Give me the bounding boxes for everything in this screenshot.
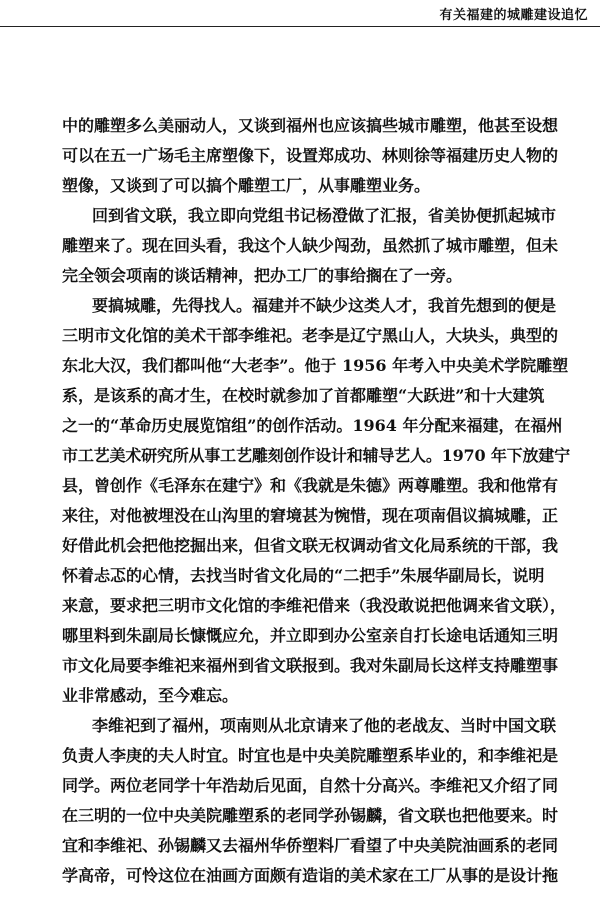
text-line: 雕塑来了。现在回头看，我这个人缺少闯劲，虽然抓了城市雕塑，但未: [62, 236, 559, 255]
body-text: [62, 111, 570, 891]
header-rule: [0, 26, 600, 27]
text-line: 市工艺美术研究所从事工艺雕刻创作设计和辅导艺人。1970 年下放建宁: [62, 446, 570, 465]
text-line: 要搞城雕，先得找人。福建并不缺少这类人才，我首先想到的便是: [92, 296, 557, 315]
text-line: 东北大汉，我们都叫他“大老李”。他于 1956 年考入中央美术学院雕塑: [62, 356, 569, 375]
text-line: 在三明的一位中央美院雕塑系的老同学孙锡麟，省文联也把他要来。时: [62, 806, 559, 825]
text-line: 三明市文化馆的美术干部李维祀。老李是辽宁黑山人，大块头，典型的: [62, 326, 559, 345]
text-line: 回到省文联，我立即向党组书记杨澄做了汇报，省美协便抓起城市: [92, 206, 557, 225]
text-line: 宜和李维祀、孙锡麟又去福州华侨塑料厂看望了中央美院油画系的老同: [62, 836, 559, 855]
text-line: 同学。两位老同学十年浩劫后见面，自然十分高兴。李维祀又介绍了同: [62, 776, 559, 795]
text-line: 负责人李庚的夫人时宜。时宜也是中央美院雕塑系毕业的，和李维祀是: [62, 746, 559, 765]
text-line: 中的雕塑多么美丽动人，又谈到福州也应该搞些城市雕塑，他甚至设想: [62, 116, 559, 135]
text-line: 好借此机会把他挖掘出来，但省文联无权调动省文化局系统的干部，我: [62, 536, 559, 555]
text-line: 塑像，又谈到了可以搞个雕塑工厂，从事雕塑业务。: [62, 176, 431, 195]
text-line: 李维祀到了福州，项南则从北京请来了他的老战友、当时中国文联: [92, 716, 557, 735]
text-line: 县，曾创作《毛泽东在建宁》和《我就是朱德》两尊雕塑。我和他常有: [62, 476, 559, 495]
text-line: 市文化局要李维祀来福州到省文联报到。我对朱副局长这样支持雕塑事: [62, 656, 559, 675]
text-line: 来意，要求把三明市文化馆的李维祀借来（我没敢说把他调来省文联），: [62, 596, 567, 615]
text-line: 业非常感动，至今难忘。: [62, 686, 239, 705]
text-line: 完全领会项南的谈话精神，把办工厂的事给搁在了一旁。: [62, 266, 463, 285]
text-line: 学高帝，可怜这位在油画方面颇有造诣的美术家在工厂从事的是设计拖: [62, 866, 559, 885]
text-line: 来往，对他被埋没在山沟里的窘境甚为惋惜，现在项南倡议搞城雕，正: [62, 506, 559, 525]
running-header-title: 有关福建的城雕建设追忆: [439, 8, 588, 23]
text-line: 系，是该系的高才生，在校时就参加了首都雕塑“大跃进”和十大建筑: [62, 386, 545, 405]
text-line: 可以在五一广场毛主席塑像下，设置郑成功、林则徐等福建历史人物的: [62, 146, 559, 165]
text-line: 哪里料到朱副局长慷慨应允，并立即到办公室亲自打长途电话通知三明: [62, 626, 559, 645]
text-line: 之一的“革命历史展览馆组”的创作活动。1964 年分配来福建，在福州: [62, 416, 563, 435]
text-line: 怀着忐忑的心情，去找当时省文化局的“二把手”朱展华副局长，说明: [62, 566, 545, 585]
